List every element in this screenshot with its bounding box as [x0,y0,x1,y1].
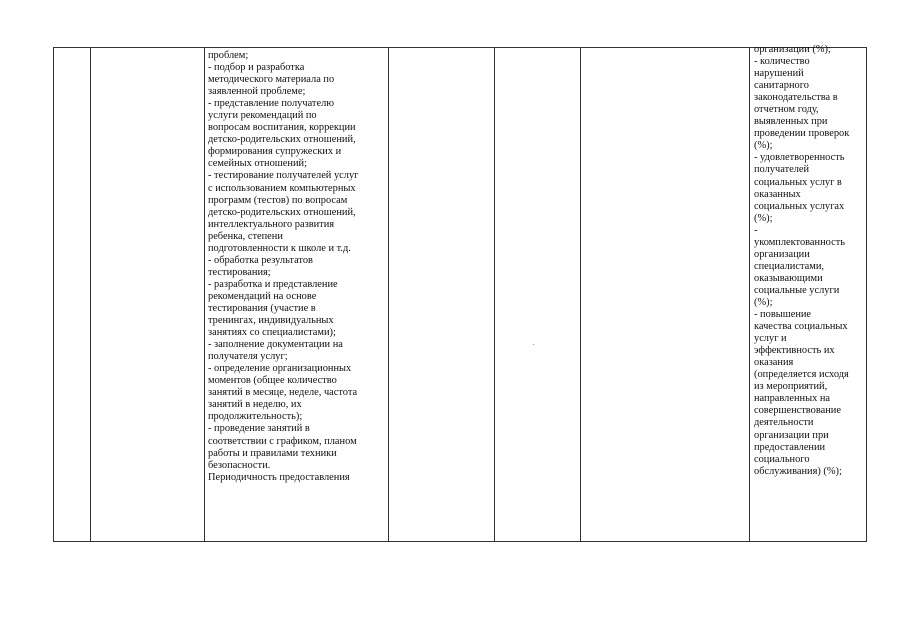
text-line: моментов (общее количество [208,375,337,387]
text-line: - подбор и разработка [208,62,305,74]
text-line: социальных услугах [754,200,845,212]
text-line: предоставлении [754,441,826,453]
text-line: - проведение занятий в [208,423,310,435]
text-line: занятиях со специалистами); [208,327,336,339]
text-line: - повышение [754,309,812,321]
text-line: соответствии с графиком, планом [208,435,357,447]
text-line: социальные услуги [754,284,840,296]
text-line: - обработка результатов [208,254,313,266]
text-line: программ (тестов) по вопросам [208,194,348,206]
text-line: организации при [754,429,829,441]
text-line: - удовлетворенность [754,152,845,164]
table-column-border [90,47,91,542]
text-line: подготовленности к школе и т.д. [208,242,351,254]
text-line: (%); [754,296,773,308]
text-line: занятий в месяце, неделе, частота [208,387,358,399]
text-line: формирования супружеских и [208,146,342,158]
text-line: деятельности [754,417,814,429]
text-line: - разработка и представление [208,278,338,290]
text-line: с использованием компьютерных [208,182,356,194]
text-line: методического материала по [208,74,335,86]
text-line: организации (%); [754,44,831,55]
text-line: организации [754,248,810,260]
text-line: нарушений [754,68,804,80]
table-column-border [749,47,750,542]
text-line: занятий в неделю, их [208,399,302,411]
text-line: социального [754,453,810,465]
text-line: оказанных [754,188,801,200]
text-line: выявленных при [754,116,828,128]
text-line: тестирования; [208,266,271,278]
text-line: направленных на [754,393,831,405]
table-column-border [866,47,867,542]
text-line: получателей [754,164,810,176]
text-line: оказывающими [754,272,823,284]
table-bottom-border [53,541,866,542]
text-line: детско-родительских отношений, [208,134,356,146]
text-line: санитарного [754,80,809,92]
text-line: - [754,224,758,236]
text-line: из мероприятий, [754,381,828,393]
text-line: тестирования (участие в [208,302,316,314]
scan-speck [533,344,534,345]
table-top-border [53,47,866,48]
text-line: работы и правилами техники [208,447,337,459]
text-line: тренингах, индивидуальных [208,315,334,327]
text-line: (определяется исходя [754,369,849,381]
table-column-border [580,47,581,542]
text-line: услуг и [754,333,787,345]
text-line: качества социальных [754,321,848,333]
text-line: отчетном году, [754,104,819,116]
text-line: укомплектованность [754,236,846,248]
text-line: проблем; [208,50,249,61]
text-line: - количество [754,56,810,68]
text-line: социальных услуг в [754,176,842,188]
text-line: услуги рекомендаций по [208,110,317,122]
text-line: (%); [754,140,773,152]
text-line: - представление получателю [208,98,335,110]
table-column-border [204,47,205,542]
text-line: вопросам воспитания, коррекции [208,122,356,134]
text-line: обслуживания) (%); [754,465,842,477]
text-line: специалистами, [754,260,824,272]
service-procedure-text [208,50,386,484]
text-line: оказания [754,357,794,369]
text-line: - тестирование получателей услуг [208,170,359,182]
text-line: продолжительность); [208,411,303,423]
text-line: эффективность их [754,345,835,357]
text-line: получателя услуг; [208,351,288,363]
text-line: ребенка, степени [208,230,283,242]
text-line: детско-родительских отношений, [208,206,356,218]
table-column-border [53,47,54,542]
text-line: Периодичность предоставления [208,471,350,483]
text-line: - заполнение документации на [208,339,343,351]
quality-indicators-text [754,44,864,478]
table-column-border [388,47,389,542]
text-line: (%); [754,212,773,224]
text-line: законодательства в [754,92,838,104]
text-line: безопасности. [208,459,271,471]
text-line: интеллектуального развития [208,218,335,230]
table-column-border [494,47,495,542]
text-line: - определение организационных [208,363,352,375]
text-line: проведении проверок [754,128,850,140]
text-line: совершенствование [754,405,841,417]
text-line: рекомендаций на основе [208,290,317,302]
text-line: семейных отношений; [208,158,307,170]
text-line: заявленной проблеме; [208,86,306,98]
